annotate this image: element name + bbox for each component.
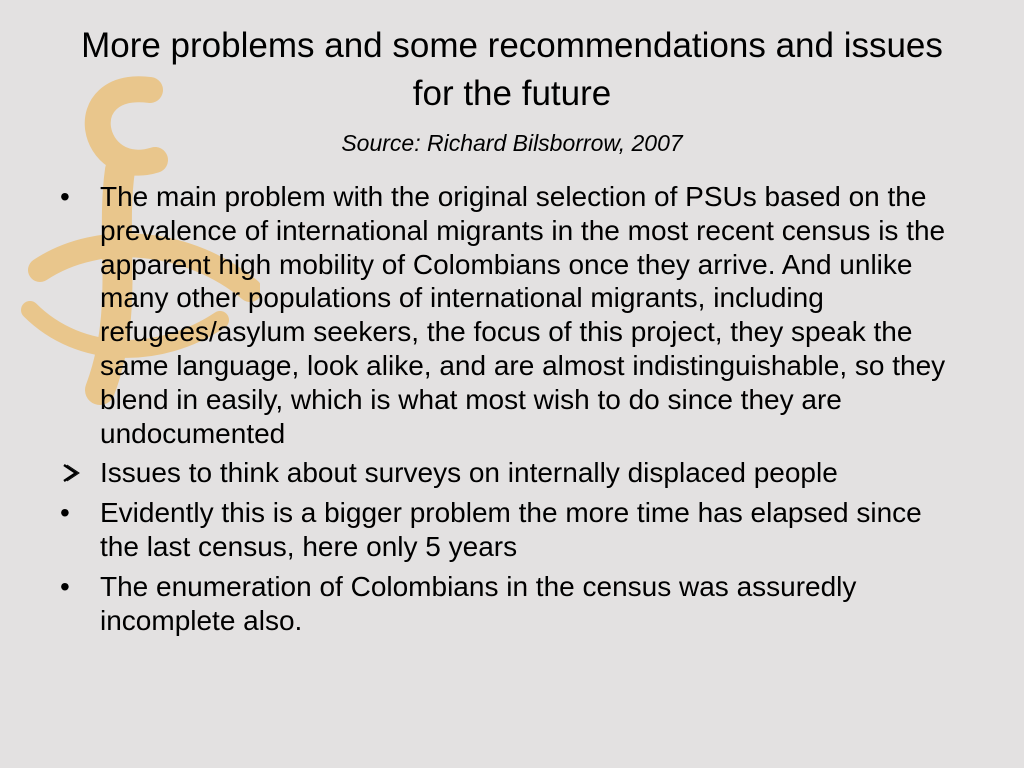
bullet-dot-icon	[60, 570, 90, 604]
slide-title: More problems and some recommendations and issues for the future	[81, 26, 943, 113]
bullet-dot-icon	[60, 180, 90, 214]
bullet-list	[58, 180, 958, 643]
bullet-dot-icon	[60, 496, 90, 530]
bullet-item	[58, 180, 958, 450]
slide-header	[0, 22, 1024, 158]
bullet-item	[58, 570, 958, 638]
bullet-text: The enumeration of Colombians in the census was assuredly incomplete also.	[100, 570, 857, 636]
bullet-text: Issues to think about surveys on internally displaced people	[100, 457, 838, 489]
arrow-bullet-icon	[60, 462, 82, 484]
bullet-item	[58, 456, 958, 490]
bullet-text: The main problem with the original selection of PSUs based on the prevalence of international migrants in the most recent census is the apparent high mobility of Colombians once they arrive. And unlike many other populations of international migrants, including refugees/asylum seekers, the focus of this project, they speak the same language, look alike, and are almost indistinguishable, so they blend in easily, which is what most wish to do since they are undocumented	[100, 181, 946, 449]
bullet-item	[58, 496, 958, 564]
slide-subtitle: Source: Richard Bilsborrow, 2007	[341, 130, 683, 156]
bullet-text: Evidently this is a bigger problem the more time has elapsed since the last census, here only 5 years	[100, 497, 922, 562]
